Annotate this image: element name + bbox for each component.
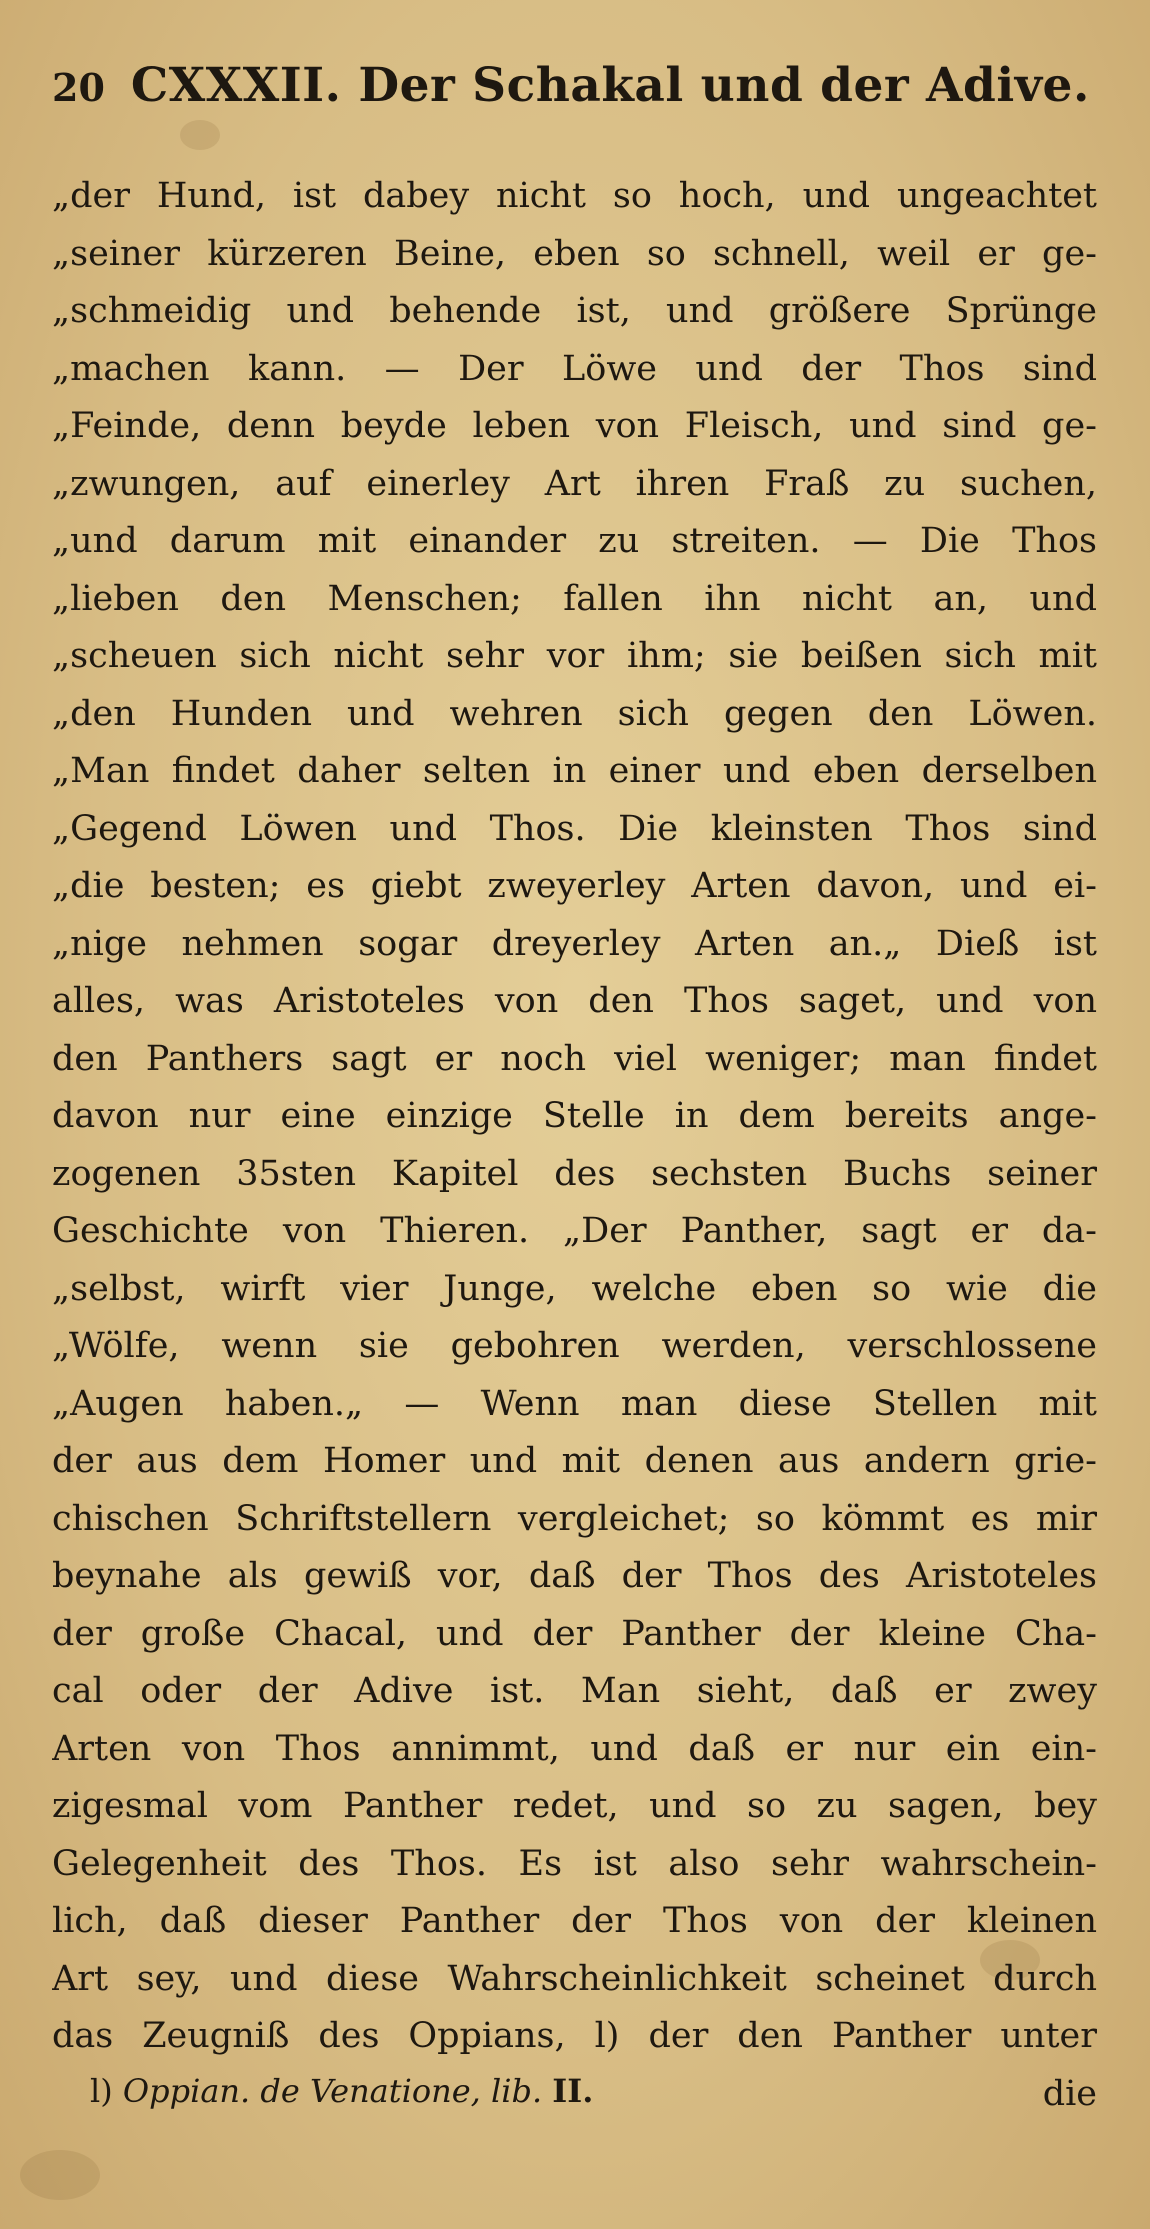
catchword: die <box>1042 2073 1097 2114</box>
text-line: Art sey, und diese Wahrscheinlichkeit scheinet durch <box>52 1958 1097 1999</box>
text-line: beynahe als gewiß vor, daß der Thos des Aristoteles <box>52 1556 1097 1596</box>
paper-stain <box>180 120 220 150</box>
text-line: „machen kann. — Der Löwe und der Thos sind <box>52 348 1097 389</box>
text-line: „Feinde, denn beyde leben von Fleisch, und sind ge- <box>52 406 1097 446</box>
text-line: das Zeugniß des Oppians, l) der den Panther unter <box>52 2016 1097 2056</box>
text-line: alles, was Aristoteles von den Thos saget, und von <box>52 981 1097 1021</box>
text-line: „schmeidig und behende ist, und größere Sprünge <box>52 291 1097 331</box>
text-line: „nige nehmen sogar dreyerley Arten an.„ Dieß ist <box>52 923 1097 964</box>
text-line: cal oder der Adive ist. Man sieht, daß er zwey <box>52 1671 1097 1711</box>
text-line: „Wölfe, wenn sie gebohren werden, verschlossene <box>52 1326 1097 1366</box>
text-line: „der Hund, ist dabey nicht so hoch, und ungeachtet <box>52 176 1097 216</box>
text-line: „selbst, wirft vier Junge, welche eben so wie die <box>52 1268 1097 1309</box>
text-line: den Panthers sagt er noch viel weniger; man findet <box>52 1038 1097 1079</box>
running-title: CXXXII. Der Schakal und der Adive. <box>130 58 1090 113</box>
text-line: zigesmal vom Panther redet, und so zu sagen, bey <box>52 1786 1097 1826</box>
footnote-marker: l) <box>90 2072 113 2110</box>
running-header <box>52 58 1112 118</box>
text-line: davon nur eine einzige Stelle in dem bereits ange- <box>52 1096 1097 1136</box>
text-line: der große Chacal, und der Panther der kleine Cha- <box>52 1613 1097 1654</box>
text-line: „seiner kürzeren Beine, eben so schnell, weil er ge- <box>52 233 1097 274</box>
text-line: „und darum mit einander zu streiten. — Die Thos <box>52 521 1097 561</box>
text-line: Arten von Thos annimmt, und daß er nur ein ein- <box>52 1728 1097 1769</box>
text-line: „Augen haben.„ — Wenn man diese Stellen mit <box>52 1383 1097 1424</box>
text-line: „den Hunden und wehren sich gegen den Löwen. <box>52 693 1097 734</box>
text-line: zogenen 35sten Kapitel des sechsten Buchs seiner <box>52 1153 1097 1194</box>
paper-stain <box>20 2150 100 2200</box>
page-number: 20 <box>52 65 105 110</box>
text-line: „Man findet daher selten in einer und eben derselben <box>52 751 1097 791</box>
text-line: Gelegenheit des Thos. Es ist also sehr wahrschein- <box>52 1843 1097 1884</box>
text-line: „Gegend Löwen und Thos. Die kleinsten Thos sind <box>52 808 1097 849</box>
text-line: chischen Schriftstellern vergleichet; so kömmt es mir <box>52 1498 1097 1539</box>
text-line: Geschichte von Thieren. „Der Panther, sagt er da- <box>52 1211 1097 1251</box>
text-line: lich, daß dieser Panther der Thos von der kleinen <box>52 1901 1097 1941</box>
text-line: „lieben den Menschen; fallen ihn nicht an, und <box>52 578 1097 619</box>
text-line: „scheuen sich nicht sehr vor ihm; sie beißen sich mit <box>52 636 1097 676</box>
footnote-text: Oppian. de Venatione, lib. <box>122 2072 543 2110</box>
footnote <box>90 2072 593 2110</box>
text-line: der aus dem Homer und mit denen aus andern grie- <box>52 1441 1097 1481</box>
text-line: „zwungen, auf einerley Art ihren Fraß zu suchen, <box>52 463 1097 504</box>
body-text <box>52 168 1097 2123</box>
footnote-book: II. <box>552 2072 594 2110</box>
text-line: „die besten; es giebt zweyerley Arten davon, und ei- <box>52 866 1097 906</box>
